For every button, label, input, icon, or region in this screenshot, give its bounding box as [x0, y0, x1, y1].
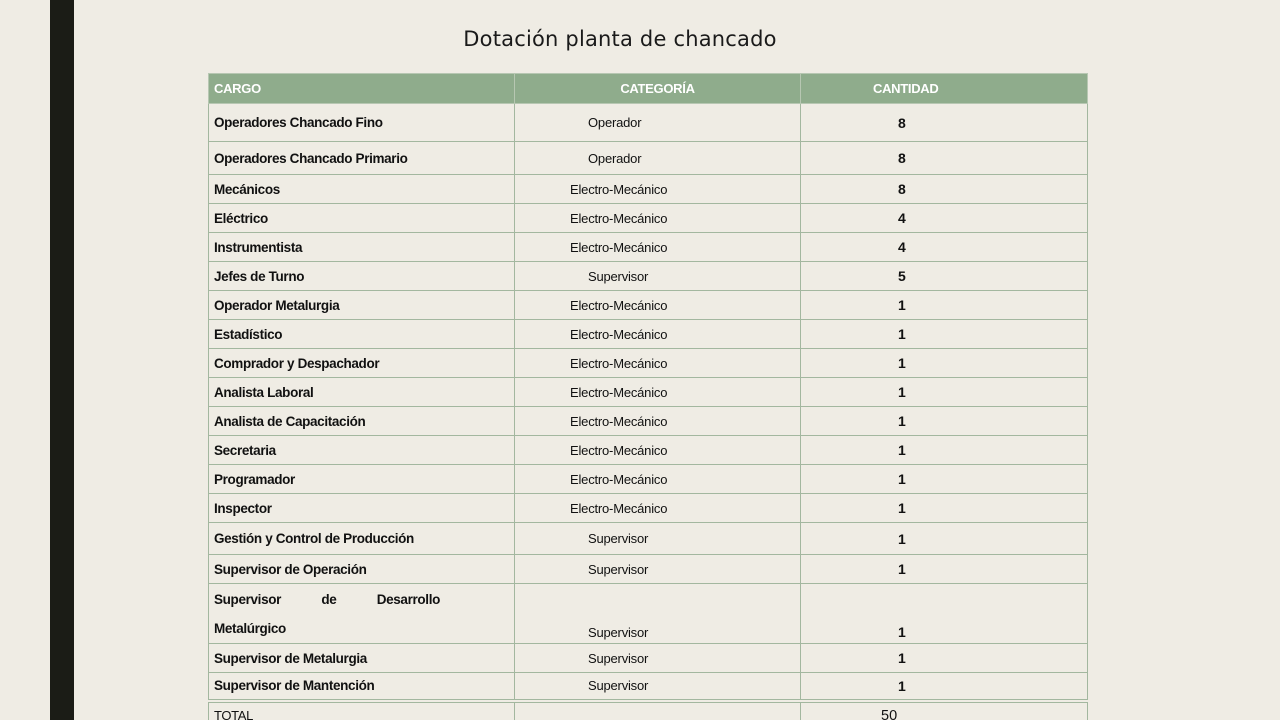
staffing-table [208, 73, 1088, 720]
cell-cantidad: 4 [801, 204, 1088, 233]
total-categoria-empty [515, 701, 801, 720]
cell-cantidad: 5 [801, 262, 1088, 291]
cell-categoria: Operador [515, 104, 801, 142]
cell-categoria: Electro-Mecánico [515, 175, 801, 204]
table-row [209, 644, 1088, 673]
table-row [209, 175, 1088, 204]
cell-cargo: Inspector [209, 494, 515, 523]
cell-cantidad: 1 [801, 523, 1088, 555]
cell-cargo: Analista de Capacitación [209, 407, 515, 436]
cell-categoria: Electro-Mecánico [515, 407, 801, 436]
table-row [209, 104, 1088, 142]
table-row [209, 378, 1088, 407]
cell-cantidad: 1 [801, 378, 1088, 407]
cell-categoria: Electro-Mecánico [515, 204, 801, 233]
cell-cargo: Jefes de Turno [209, 262, 515, 291]
cell-cargo: Gestión y Control de Producción [209, 523, 515, 555]
side-accent-bar [50, 0, 74, 720]
cell-cantidad: 1 [801, 407, 1088, 436]
cell-categoria: Electro-Mecánico [515, 436, 801, 465]
table-row [209, 407, 1088, 436]
table-row [209, 291, 1088, 320]
cell-cantidad: 1 [801, 494, 1088, 523]
cell-categoria: Supervisor [515, 262, 801, 291]
cell-cantidad: 1 [801, 673, 1088, 701]
cell-cargo: Supervisor de Metalurgia [209, 644, 515, 673]
cell-cargo: Instrumentista [209, 233, 515, 262]
cell-categoria: Supervisor [515, 584, 801, 644]
table-row [209, 673, 1088, 701]
table-row [209, 494, 1088, 523]
cell-categoria: Electro-Mecánico [515, 465, 801, 494]
cell-categoria: Operador [515, 142, 801, 175]
cell-cargo: Operador Metalurgia [209, 291, 515, 320]
cell-cantidad: 1 [801, 584, 1088, 644]
cell-cargo: Comprador y Despachador [209, 349, 515, 378]
cell-categoria: Electro-Mecánico [515, 494, 801, 523]
table-header-row [209, 74, 1088, 104]
table-row [209, 142, 1088, 175]
cell-categoria: Electro-Mecánico [515, 378, 801, 407]
cell-cargo: Supervisor de Mantención [209, 673, 515, 701]
table-row [209, 523, 1088, 555]
cell-cargo [209, 584, 515, 644]
table-total-row [209, 701, 1088, 720]
cell-categoria: Electro-Mecánico [515, 349, 801, 378]
cell-cantidad: 1 [801, 465, 1088, 494]
cell-cantidad: 8 [801, 175, 1088, 204]
cell-categoria: Electro-Mecánico [515, 320, 801, 349]
total-value: 50 [801, 701, 1088, 720]
cell-cantidad: 8 [801, 142, 1088, 175]
cell-cantidad: 1 [801, 555, 1088, 584]
table-row [209, 436, 1088, 465]
cell-categoria: Supervisor [515, 644, 801, 673]
cell-cargo: Analista Laboral [209, 378, 515, 407]
cell-cargo: Operadores Chancado Primario [209, 142, 515, 175]
cell-cargo-line-2: Metalúrgico [214, 621, 286, 636]
cell-cantidad: 1 [801, 644, 1088, 673]
table-row [209, 465, 1088, 494]
cell-cantidad: 1 [801, 349, 1088, 378]
page-title: Dotación planta de chancado [463, 27, 777, 51]
table-row [209, 555, 1088, 584]
cell-cargo: Mecánicos [209, 175, 515, 204]
header-categoria: CATEGORÍA [515, 74, 801, 104]
cell-categoria: Supervisor [515, 523, 801, 555]
cell-cargo: Operadores Chancado Fino [209, 104, 515, 142]
table-row [209, 584, 1088, 644]
table-row [209, 349, 1088, 378]
cell-cargo: Estadístico [209, 320, 515, 349]
header-cantidad: CANTIDAD [801, 74, 1088, 104]
table-row [209, 204, 1088, 233]
cell-cargo-line-1: Supervisor de Desarrollo [214, 592, 440, 607]
cell-cargo: Eléctrico [209, 204, 515, 233]
table-row [209, 262, 1088, 291]
cell-categoria: Supervisor [515, 555, 801, 584]
cell-cargo: Supervisor de Operación [209, 555, 515, 584]
table-row [209, 320, 1088, 349]
cell-cantidad: 1 [801, 436, 1088, 465]
cell-categoria: Supervisor [515, 673, 801, 701]
cell-categoria: Electro-Mecánico [515, 233, 801, 262]
header-cargo: CARGO [209, 74, 515, 104]
cell-cantidad: 1 [801, 320, 1088, 349]
cell-cantidad: 4 [801, 233, 1088, 262]
cell-cargo: Secretaria [209, 436, 515, 465]
cell-cantidad: 8 [801, 104, 1088, 142]
cell-cantidad: 1 [801, 291, 1088, 320]
table-row [209, 233, 1088, 262]
cell-cargo: Programador [209, 465, 515, 494]
cell-categoria: Electro-Mecánico [515, 291, 801, 320]
total-label: TOTAL [209, 701, 515, 720]
